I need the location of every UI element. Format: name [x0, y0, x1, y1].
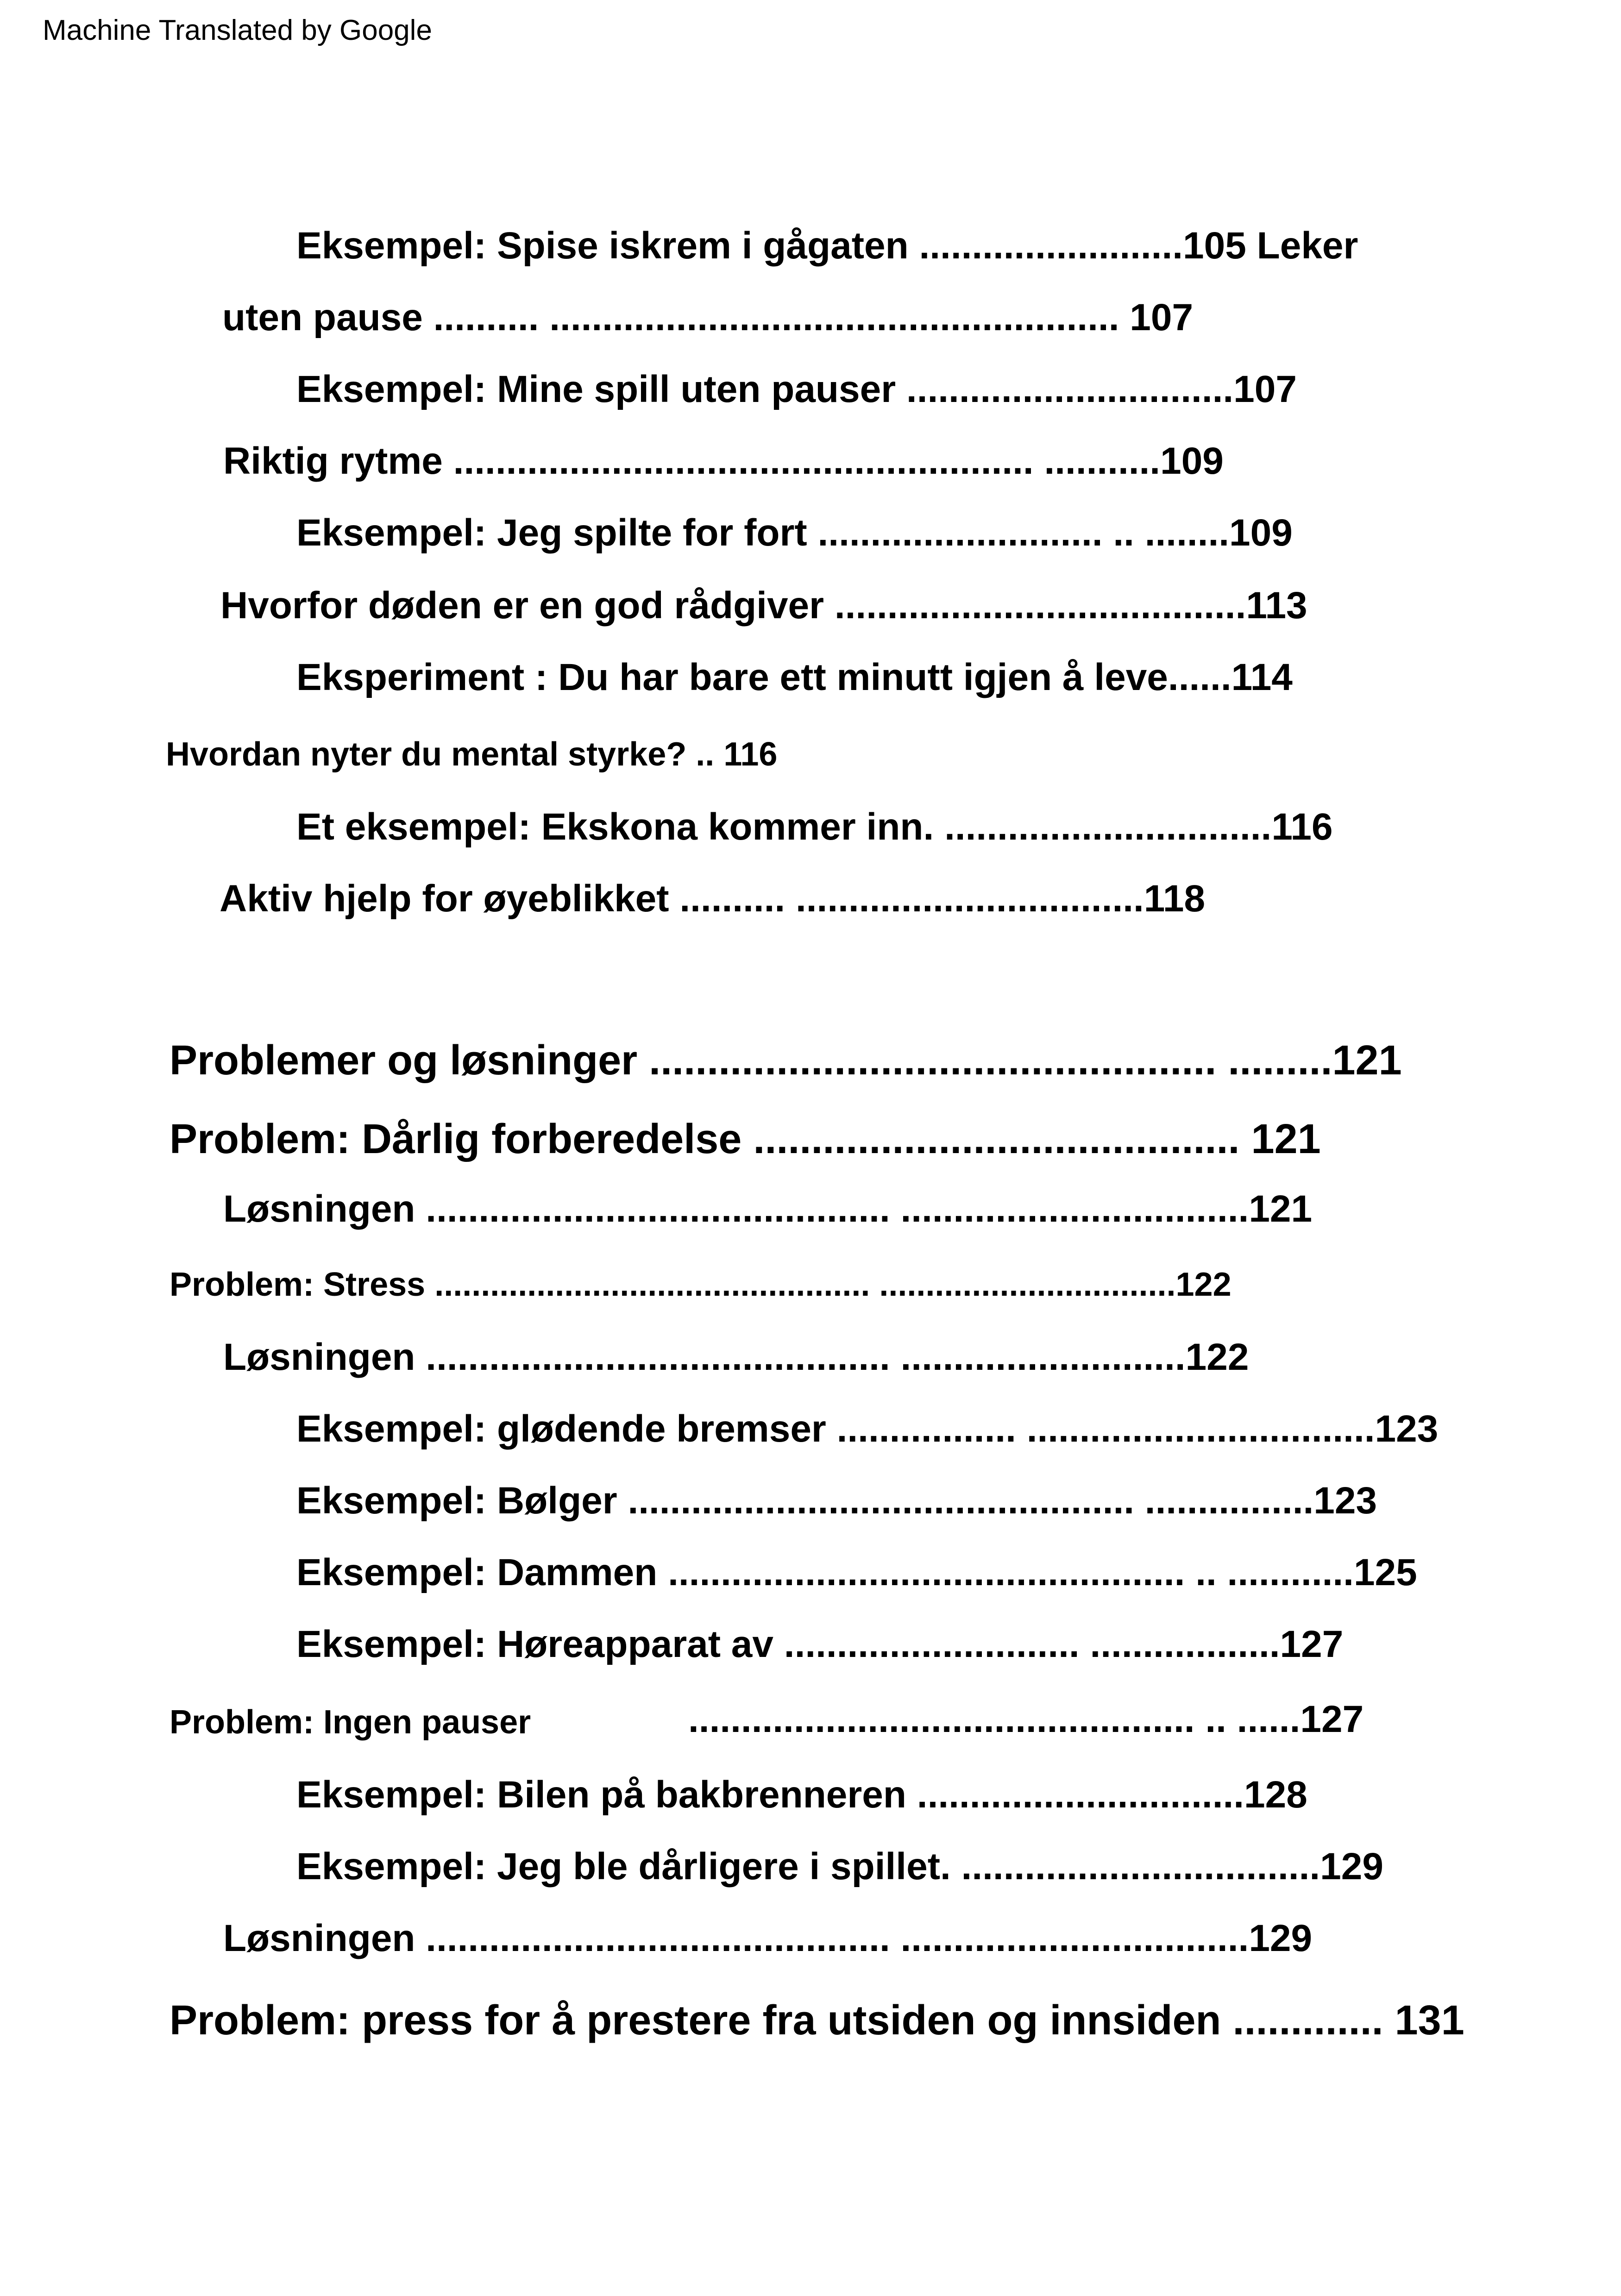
toc-entry: Eksempel: Bilen på bakbrenneren ...............................128: [296, 1774, 1307, 1816]
toc-entry: Eksempel: Høreapparat av ............................ ..................127: [296, 1623, 1344, 1665]
toc-entry: Eksempel: Jeg spilte for fort ........................... .. ........109: [296, 512, 1293, 554]
toc-entry: Eksempel: glødende bremser ................. .................................123: [296, 1408, 1439, 1450]
toc-entry: Eksempel: Dammen ................................................. .. ............125: [296, 1551, 1417, 1593]
toc-entry: Hvorfor døden er en god rådgiver .......................................113: [220, 584, 1307, 627]
toc-entry: Løsningen ............................................ ...........................122: [223, 1336, 1249, 1378]
toc-entry: Løsningen ............................................ .................................121: [223, 1188, 1313, 1230]
toc-entry: Løsningen ............................................ .................................129: [223, 1917, 1313, 1959]
toc-entry: Eksempel: Spise iskrem i gågaten .........................105 Leker: [296, 225, 1358, 267]
toc-entry: uten pause .......... ...................................................... 107: [222, 296, 1194, 339]
toc-entry: Problem: Stress ............................................... ................................122: [170, 1266, 1231, 1303]
toc-entry: Problem: Ingen pauser: [170, 1704, 531, 1741]
toc-entry: Eksperiment : Du har bare ett minutt igjen å leve......114: [296, 656, 1293, 698]
toc-entry: Et eksempel: Ekskona kommer inn. ...............................116: [296, 806, 1333, 848]
toc-entry: Eksempel: Bølger ................................................ ................123: [296, 1480, 1377, 1522]
toc-entry: Eksempel: Jeg ble dårligere i spillet. ..................................129: [296, 1845, 1383, 1888]
toc-entry: Eksempel: Mine spill uten pauser ...............................107: [296, 368, 1297, 410]
toc-entry-leader: ................................................ .. ......127: [688, 1698, 1364, 1740]
toc-entry: Riktig rytme ....................................................... ...........109: [223, 440, 1224, 482]
toc-chapter: Problem: press for å prestere fra utsiden og innsiden ............. 131: [170, 1997, 1464, 2044]
toc-chapter: Problem: Dårlig forberedelse .......................................... 121: [170, 1116, 1321, 1162]
toc-entry: Hvordan nyter du mental styrke? .. 116: [166, 736, 778, 773]
machine-translation-banner: Machine Translated by Google: [43, 14, 432, 46]
toc-chapter: Problemer og løsninger ................................................. .........121: [170, 1037, 1402, 1084]
toc-entry: Aktiv hjelp for øyeblikket .......... .................................118: [220, 878, 1206, 920]
